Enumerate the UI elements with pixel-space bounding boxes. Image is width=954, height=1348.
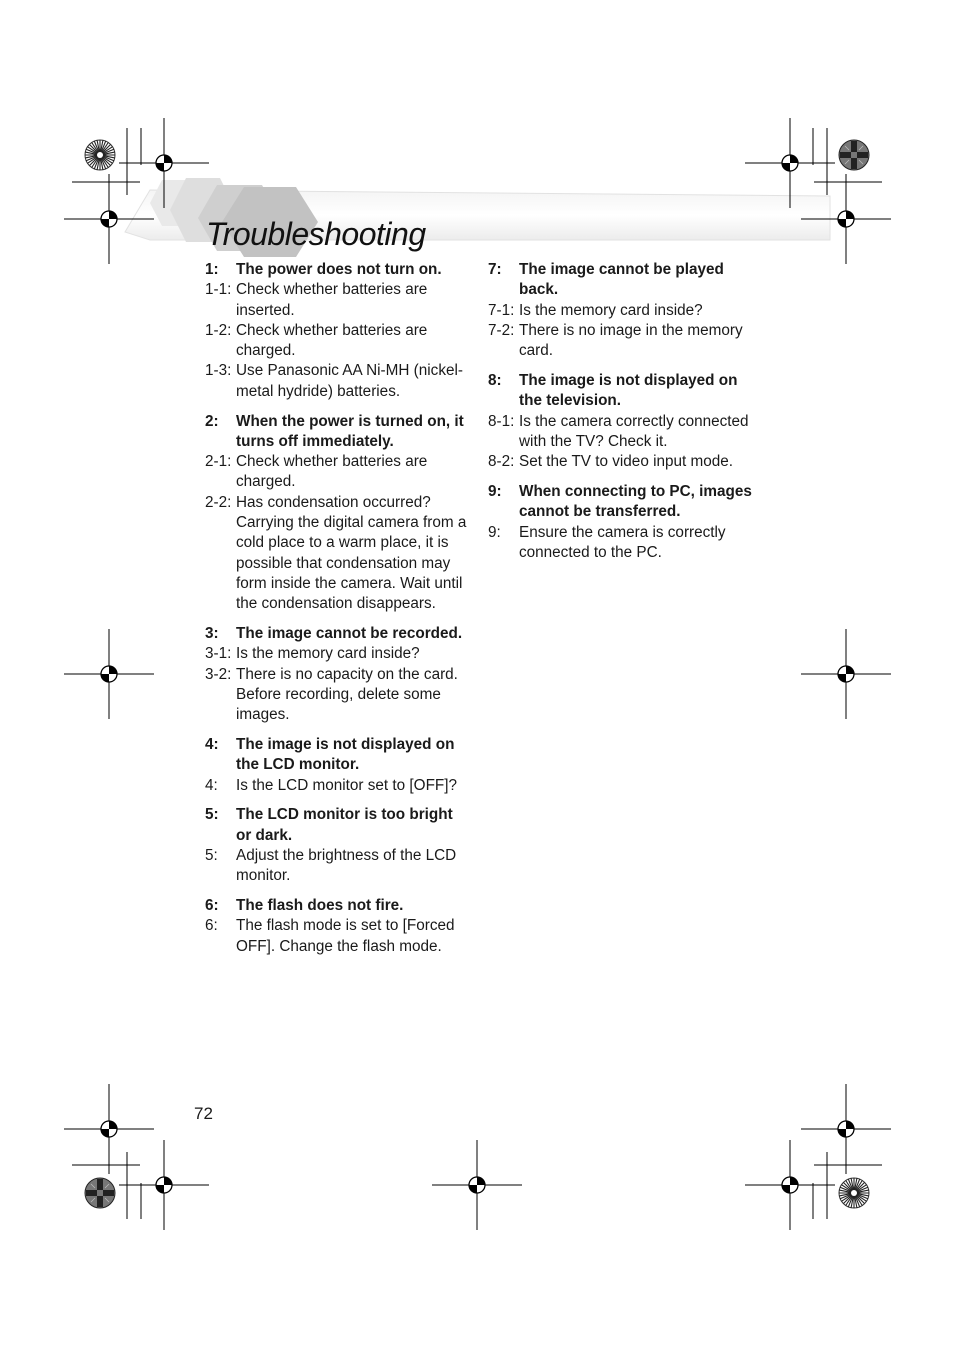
- item-number: 5:: [205, 847, 218, 865]
- item-text: Has condensation occurred? Carrying the digital camera from a cold place to a warm place, it is possible that condensation may form inside the camera. Wait until the condensation disappears.: [236, 493, 467, 613]
- item-text: Is the LCD monitor set to [OFF]?: [236, 776, 458, 794]
- page-number: 72: [194, 1104, 213, 1123]
- heading-number: 8:: [488, 371, 502, 389]
- heading-text: The image cannot be recorded.: [236, 625, 463, 643]
- list-item: [205, 644, 467, 664]
- item-number: 8-2:: [488, 453, 515, 471]
- list-item: [205, 493, 467, 615]
- troubleshooting-section: [488, 371, 756, 472]
- troubleshooting-section: [205, 624, 467, 725]
- list-item: [205, 916, 467, 957]
- section-heading: [205, 412, 467, 453]
- section-heading: [488, 371, 756, 412]
- heading-text: The image is not displayed on the LCD monitor.: [236, 736, 455, 774]
- heading-number: 7:: [488, 261, 502, 278]
- troubleshooting-section: [488, 260, 756, 361]
- item-text: Is the memory card inside?: [519, 301, 703, 319]
- item-number: 3-2:: [205, 665, 232, 683]
- troubleshooting-section: [488, 482, 756, 563]
- item-text: Check whether batteries are charged.: [236, 453, 428, 491]
- item-number: 3-1:: [205, 645, 232, 663]
- item-number: 8-1:: [488, 412, 515, 430]
- list-item: [488, 452, 756, 472]
- item-number: 2-1:: [205, 453, 232, 471]
- heading-number: 9:: [488, 482, 502, 500]
- item-number: 2-2:: [205, 493, 232, 511]
- heading-text: The flash does not fire.: [236, 897, 404, 915]
- item-number: 1-3:: [205, 362, 232, 380]
- heading-number: 2:: [205, 412, 219, 430]
- section-heading: [205, 896, 467, 916]
- troubleshooting-section: [205, 805, 467, 886]
- heading-text: The image is not displayed on the television.: [519, 371, 738, 410]
- item-text: Adjust the brightness of the LCD monitor.: [236, 847, 457, 885]
- troubleshooting-section: [205, 896, 467, 957]
- section-heading: [488, 260, 756, 301]
- heading-number: 4:: [205, 736, 219, 754]
- heading-number: 1:: [205, 261, 219, 278]
- heading-number: 6:: [205, 897, 219, 915]
- list-item: [488, 301, 756, 321]
- item-text: Use Panasonic AA Ni-MH (nickel-metal hydride) batteries.: [236, 362, 463, 400]
- item-text: There is no image in the memory card.: [519, 321, 743, 360]
- item-text: Ensure the camera is correctly connected to the PC.: [519, 523, 726, 561]
- list-item: [488, 523, 756, 564]
- item-text: There is no capacity on the card. Before recording, delete some images.: [236, 665, 458, 724]
- item-number: 7-1:: [488, 301, 515, 319]
- item-number: 1-1:: [205, 281, 232, 299]
- section-heading: [205, 260, 467, 280]
- list-item: [488, 412, 756, 453]
- heading-text: The power does not turn on.: [236, 261, 442, 278]
- troubleshooting-left-column: [205, 260, 467, 967]
- item-number: 4:: [205, 776, 218, 794]
- list-item: [205, 361, 467, 402]
- troubleshooting-right-column: [488, 260, 756, 573]
- section-heading: [205, 735, 467, 776]
- item-number: 9:: [488, 523, 501, 541]
- list-item: [205, 280, 467, 321]
- heading-text: The LCD monitor is too bright or dark.: [236, 806, 453, 844]
- list-item: [205, 776, 467, 796]
- troubleshooting-section: [205, 412, 467, 615]
- page-title: Troubleshooting: [206, 216, 426, 252]
- list-item: [488, 321, 756, 362]
- heading-text: When the power is turned on, it turns off immediately.: [236, 412, 464, 450]
- list-item: [205, 665, 467, 726]
- item-text: Is the memory card inside?: [236, 645, 420, 663]
- list-item: [205, 846, 467, 887]
- heading-text: The image cannot be played back.: [519, 261, 724, 299]
- item-number: 7-2:: [488, 321, 515, 339]
- list-item: [205, 452, 467, 493]
- heading-number: 5:: [205, 806, 219, 824]
- item-number: 1-2:: [205, 321, 232, 339]
- section-heading: [488, 482, 756, 523]
- item-text: Check whether batteries are inserted.: [236, 281, 428, 319]
- item-text: Set the TV to video input mode.: [519, 453, 734, 471]
- troubleshooting-section: [205, 260, 467, 402]
- item-text: Check whether batteries are charged.: [236, 321, 428, 360]
- section-heading: [205, 805, 467, 846]
- heading-text: When connecting to PC, images cannot be transferred.: [519, 482, 752, 521]
- troubleshooting-section: [205, 735, 467, 796]
- item-text: The flash mode is set to [Forced OFF]. Change the flash mode.: [236, 917, 455, 955]
- item-number: 6:: [205, 917, 218, 935]
- heading-number: 3:: [205, 625, 219, 643]
- item-text: Is the camera correctly connected with the TV? Check it.: [519, 412, 749, 450]
- section-heading: [205, 624, 467, 644]
- list-item: [205, 321, 467, 362]
